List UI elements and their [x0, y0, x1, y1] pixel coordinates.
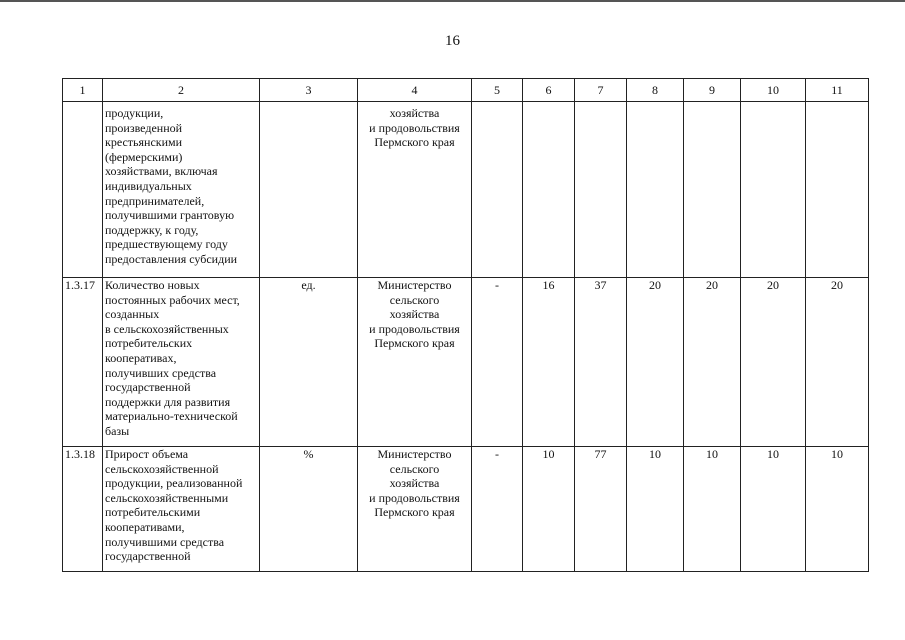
column-header: 3 [260, 79, 358, 102]
column-header: 1 [63, 79, 103, 102]
column-header: 9 [684, 79, 741, 102]
value-cell [806, 102, 869, 278]
value-cell [523, 102, 575, 278]
value-cell: 10 [684, 447, 741, 572]
unit-cell [260, 102, 358, 278]
column-header: 6 [523, 79, 575, 102]
value-cell: 10 [627, 447, 684, 572]
value-cell: 20 [684, 278, 741, 447]
page-number: 16 [445, 33, 460, 49]
indicator-name: Количество новых постоянных рабочих мест, созданных в сельскохозяйственных потребительских кооперативах, получивших средства государственной поддержки для развития материально-технической базы [103, 278, 260, 447]
column-header: 5 [472, 79, 523, 102]
value-cell: 10 [523, 447, 575, 572]
unit-cell: ед. [260, 278, 358, 447]
column-header: 8 [627, 79, 684, 102]
value-cell: 20 [627, 278, 684, 447]
value-cell: 37 [575, 278, 627, 447]
responsible-department: Министерство сельского хозяйства и продовольствия Пермского края [358, 447, 472, 572]
value-cell [575, 102, 627, 278]
value-cell [684, 102, 741, 278]
column-header: 11 [806, 79, 869, 102]
value-cell: 10 [806, 447, 869, 572]
value-cell: 20 [806, 278, 869, 447]
table-row [63, 278, 869, 447]
value-cell: 77 [575, 447, 627, 572]
table-header-row [63, 79, 869, 102]
table-row [63, 447, 869, 572]
column-header: 4 [358, 79, 472, 102]
value-cell: 20 [741, 278, 806, 447]
unit-cell: % [260, 447, 358, 572]
value-cell: 16 [523, 278, 575, 447]
value-cell [472, 102, 523, 278]
row-number: 1.3.18 [63, 447, 103, 572]
table-row [63, 102, 869, 278]
value-cell: - [472, 447, 523, 572]
column-header: 2 [103, 79, 260, 102]
indicator-name: Прирост объема сельскохозяйственной продукции, реализованной сельскохозяйственными потребительскими кооперативами, получившими средства государственной [103, 447, 260, 572]
indicator-table [62, 78, 869, 572]
row-number [63, 102, 103, 278]
value-cell: - [472, 278, 523, 447]
row-number: 1.3.17 [63, 278, 103, 447]
value-cell: 10 [741, 447, 806, 572]
value-cell [741, 102, 806, 278]
column-header: 7 [575, 79, 627, 102]
responsible-department: Министерство сельского хозяйства и продовольствия Пермского края [358, 278, 472, 447]
column-header: 10 [741, 79, 806, 102]
responsible-department: хозяйства и продовольствия Пермского края [358, 102, 472, 278]
indicator-name: продукции, произведенной крестьянскими (фермерскими) хозяйствами, включая индивидуальных предпринимателей, получившими грантовую поддержку, к году, предшествующему году предоставления субсидии [103, 102, 260, 278]
value-cell [627, 102, 684, 278]
page-top-rule [0, 0, 905, 2]
